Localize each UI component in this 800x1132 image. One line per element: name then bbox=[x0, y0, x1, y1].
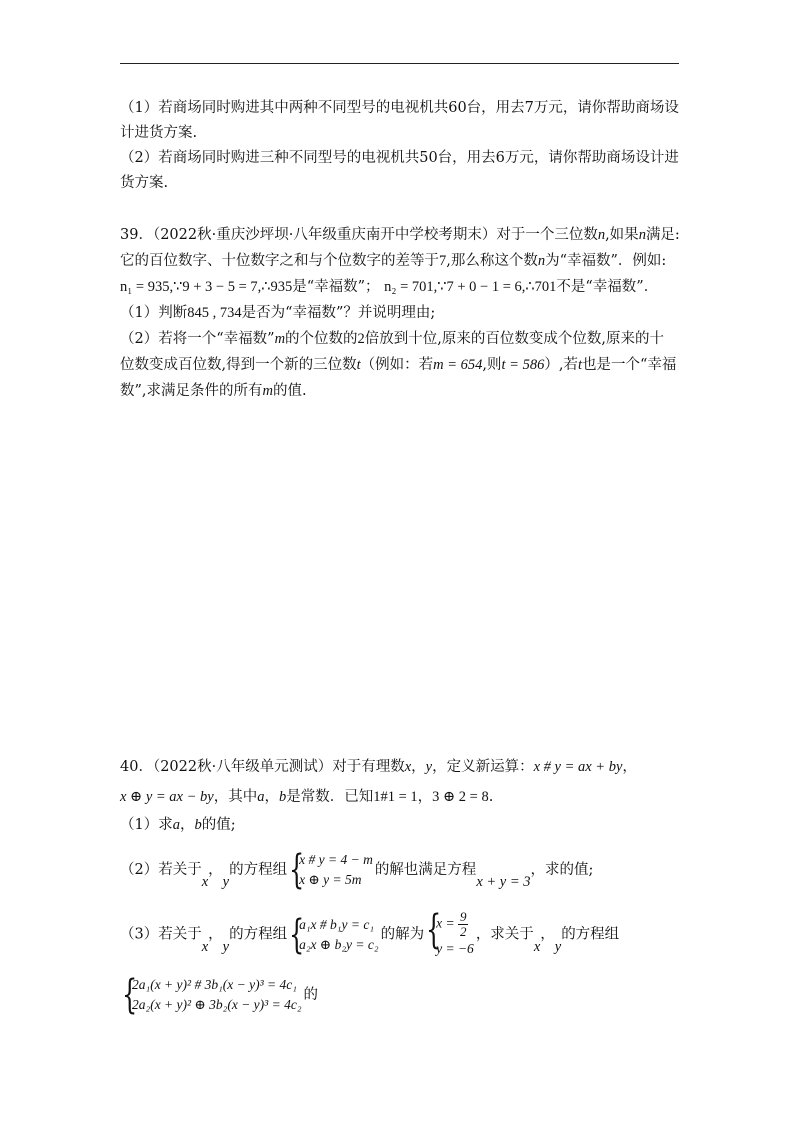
p40-l2b: 是常数．已知 bbox=[286, 789, 374, 805]
p39-q2-a2: 的个位数的 bbox=[285, 331, 358, 347]
solution-y-row: y = −6 bbox=[436, 941, 474, 956]
p39-q2-line2 bbox=[120, 355, 676, 375]
p40-q3a: （3）若关于 bbox=[120, 926, 202, 943]
system-row: a₂x ⊕ b₂y = c₂ bbox=[299, 936, 379, 952]
brace-icon: { bbox=[289, 911, 305, 958]
var-b: b bbox=[278, 789, 287, 805]
definition-hash: x # y = ax + by bbox=[533, 759, 623, 775]
p40-line2 bbox=[120, 787, 493, 807]
p39-l2b: ,那么称这个数 bbox=[446, 253, 538, 269]
var-m: m bbox=[274, 331, 286, 347]
comma: ， bbox=[179, 817, 195, 833]
system-row: 2a₁(x + y)² # 3b₁(x − y)³ = 4c₁ bbox=[132, 977, 297, 992]
p39-line3 bbox=[120, 277, 658, 297]
example-m: m = 654 bbox=[433, 357, 483, 373]
system-row: 2a₂(x + y)² ⊕ 3b₂(x − y)³ = 4c₂ bbox=[132, 997, 302, 1012]
p40-l2a: ，其中 bbox=[213, 789, 258, 805]
solution-system bbox=[426, 907, 474, 959]
fraction bbox=[458, 910, 469, 939]
var-n: n bbox=[537, 253, 546, 269]
comma: ， bbox=[417, 789, 433, 805]
p39-q2-b3: ,则 bbox=[482, 357, 502, 373]
brace-icon: { bbox=[122, 972, 138, 1018]
brace-icon: { bbox=[426, 907, 442, 953]
num-seven: 7 bbox=[439, 253, 447, 269]
comma: ， bbox=[264, 789, 279, 805]
p40-q1 bbox=[120, 815, 236, 835]
p40-head: 40．（2022秋·八年级单元测试）对于有理数 bbox=[120, 759, 405, 775]
solution-x-row bbox=[436, 910, 474, 939]
var-x: x bbox=[201, 938, 209, 955]
prev-q1-line1: （1）若商场同时购进其中两种不同型号的电视机共60台，用去7万元，请你帮助商场设 bbox=[120, 100, 679, 116]
var-y: y bbox=[554, 938, 562, 955]
p40-q1-pre: （1）求 bbox=[120, 817, 173, 833]
p40-line1 bbox=[120, 757, 637, 777]
var-n: n bbox=[597, 227, 606, 243]
p39-q2-b1: 位数变成百位数,得到一个新的三位数 bbox=[120, 357, 357, 373]
solution-x-label: x = bbox=[436, 915, 455, 931]
var-n: n bbox=[638, 227, 646, 243]
prev-q1-line2: 计进货方案. bbox=[120, 125, 198, 141]
p40-q2e: 的值; bbox=[559, 862, 594, 878]
var-x: x bbox=[533, 938, 541, 955]
p39-q2-a1: （2）若将一个“幸福数” bbox=[120, 331, 275, 347]
p40-q2c: 的解也满足方程 bbox=[374, 862, 477, 878]
p39-q1 bbox=[120, 303, 435, 323]
num-two: 2 bbox=[357, 331, 365, 347]
p39-l2: 它的百位数字、十位数字之和与个位数字的差等于 bbox=[120, 253, 439, 269]
period: . bbox=[488, 789, 494, 805]
p39-line2 bbox=[120, 251, 666, 271]
var-x: x bbox=[201, 874, 209, 890]
equation-sum: x + y = 3 bbox=[476, 874, 531, 890]
p39-q1-nums: 845 , 734 bbox=[187, 305, 242, 321]
p39-q1-post: 是否为“幸福数”？并说明理由; bbox=[241, 305, 436, 321]
example-2-math: n₂ = 701,∵7 + 0 − 1 = 6,∴701 bbox=[384, 279, 557, 295]
comma: ， bbox=[411, 759, 426, 775]
p39-q2-line1 bbox=[120, 329, 664, 349]
var-b: b bbox=[194, 817, 202, 833]
p39-head: 39．（2022秋·重庆沙坪坝·八年级重庆南开中学校考期末）对于一个三位数 bbox=[120, 227, 598, 243]
p40-q2d: ，求 bbox=[530, 862, 560, 878]
p39-q2-b5: 也是一个“幸福 bbox=[581, 357, 677, 373]
p40-q1-post: 的值; bbox=[201, 817, 236, 833]
p39-q2-a3: 倍放到十位,原来的百位数变成个位数,原来的十 bbox=[364, 331, 665, 347]
comma: ， bbox=[208, 926, 223, 943]
p39-head3: 满足: bbox=[645, 227, 680, 243]
p40-q3-line1 bbox=[120, 907, 620, 959]
var-m: m bbox=[262, 383, 274, 399]
comma: ， bbox=[208, 862, 223, 878]
example-2-text: 不是“幸福数”． bbox=[556, 279, 659, 295]
prev-q2-line1: （2）若商场同时购进三种不同型号的电视机共50台，用去6万元，请你帮助商场设计进 bbox=[120, 150, 679, 166]
equation-system-3 bbox=[289, 911, 379, 958]
p40-q3c: 的解为 bbox=[380, 926, 425, 943]
p40-q3-line2 bbox=[120, 972, 319, 1018]
brace-icon: { bbox=[289, 847, 305, 893]
p39-q2-b4: ）,若 bbox=[544, 357, 578, 373]
p39-q1-pre: （1）判断 bbox=[120, 305, 188, 321]
var-t: t bbox=[356, 357, 361, 373]
p39-q2-b2: （例如：若 bbox=[360, 357, 434, 373]
comma: ， bbox=[540, 926, 555, 943]
example-t: t = 586 bbox=[501, 357, 545, 373]
system-row: x ⊕ y = 5m bbox=[299, 872, 362, 887]
example-1-text: 是“幸福数”； bbox=[292, 279, 380, 295]
p40-head2: ，定义新运算： bbox=[432, 759, 534, 775]
comma: ， bbox=[622, 759, 637, 775]
system-row: x # y = 4 − m bbox=[299, 852, 373, 867]
var-a: a bbox=[172, 817, 180, 833]
p39-q2-line3 bbox=[120, 381, 307, 401]
var-t: t bbox=[577, 357, 582, 373]
equation-system-4 bbox=[122, 972, 302, 1018]
p39-q2-c2: 的值. bbox=[273, 383, 307, 399]
definition-oplus: x ⊕ y = ax − by bbox=[120, 789, 214, 805]
p40-q2a: （2）若关于 bbox=[120, 862, 202, 878]
system-row: a₁x # b₁y = c₁ bbox=[299, 916, 375, 932]
p39-l2c: 为“幸福数”．例如: bbox=[545, 253, 667, 269]
given-2: 3 ⊕ 2 = 8 bbox=[432, 789, 489, 805]
p40-q3d: ，求关于 bbox=[475, 926, 534, 943]
fraction-numerator: 9 bbox=[459, 909, 467, 924]
var-y: y bbox=[222, 874, 230, 890]
header-rule bbox=[120, 63, 679, 64]
p40-q3b: 的方程组 bbox=[229, 926, 288, 943]
example-1-math: n₁ = 935,∵9 + 3 − 5 = 7,∴935 bbox=[120, 279, 293, 295]
p40-q3f: 的 bbox=[303, 987, 319, 1003]
var-x: x bbox=[404, 759, 412, 775]
var-y: y bbox=[222, 938, 230, 955]
p40-q3e: 的方程组 bbox=[561, 926, 620, 943]
p39-line1 bbox=[120, 225, 680, 245]
given-1: 1#1 = 1 bbox=[373, 789, 418, 805]
prev-q2-line2: 货方案. bbox=[120, 175, 169, 191]
p40-q2 bbox=[120, 847, 594, 893]
var-y: y bbox=[425, 759, 433, 775]
p39-q2-c1: 数”,求满足条件的所有 bbox=[120, 383, 263, 399]
p39-head2: ,如果 bbox=[605, 227, 639, 243]
equation-system-2 bbox=[289, 847, 373, 893]
var-a: a bbox=[257, 789, 265, 805]
fraction-denominator: 2 bbox=[459, 924, 467, 939]
p40-q2b: 的方程组 bbox=[229, 862, 288, 878]
